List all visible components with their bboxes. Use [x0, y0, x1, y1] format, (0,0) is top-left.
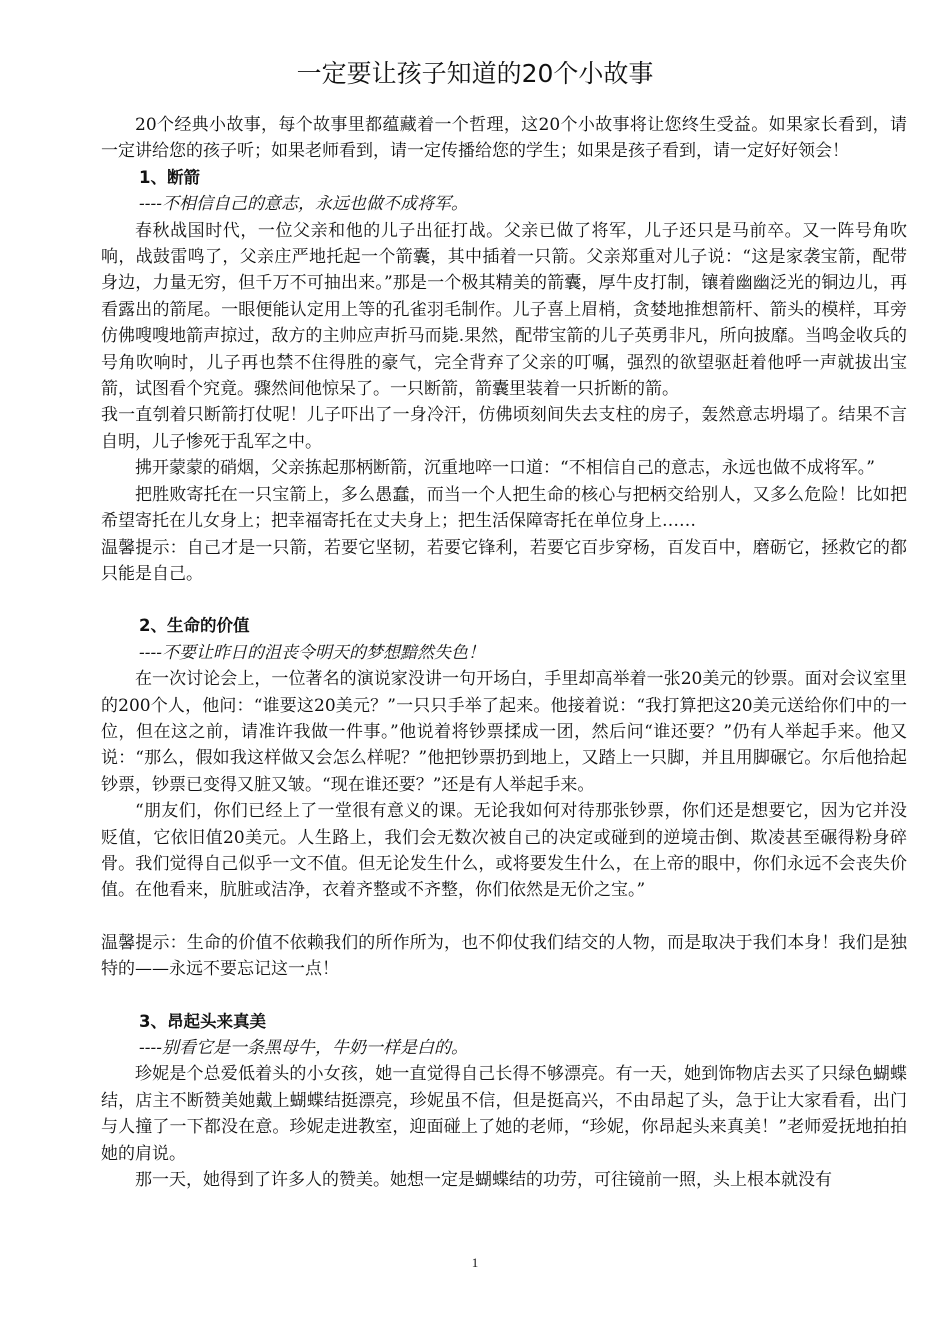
spacer: [101, 983, 907, 1009]
story-1-paragraph-1: 春秋战国时代，一位父亲和他的儿子出征打战。父亲已做了将军，儿子还只是马前卒。又一阵号角吹响，战鼓雷鸣了，父亲庄严地托起一个箭囊，其中插着一只箭。父亲郑重对儿子说：“这是家袭宝箭，配带身边，力量无穷，但千万不可抽出来。”那是一个极其精美的箭囊，厚牛皮打制，镶着幽幽泛光的铜边儿，再看露出的箭尾。一眼便能认定用上等的孔雀羽毛制作。儿子喜上眉梢，贪婪地推想箭杆、箭头的模样，耳旁仿佛嗖嗖地箭声掠过，敌方的主帅应声折马而毙.果然，配带宝箭的儿子英勇非凡，所向披靡。当鸣金收兵的号角吹响时，儿子再也禁不住得胜的豪气，完全背弃了父亲的叮嘱，强烈的欲望驱赶着他呼一声就拔出宝箭，试图看个究竟。骤然间他惊呆了。一只断箭，箭囊里装着一只折断的箭。: [101, 220, 907, 400]
story-2-motto: ----不要让昨日的沮丧令明天的梦想黯然失色！: [139, 642, 485, 663]
page-number: 1: [471, 1255, 479, 1270]
spacer: [101, 904, 907, 930]
story-1-paragraph-2: 我一直刳着只断箭打仗呢！儿子吓出了一身冷汗，仿佛顷刻间失去支柱的房子，轰然意志坍塌了。结果不言自明，儿子惨死于乱军之中。: [101, 405, 907, 452]
document-body: [101, 112, 907, 1193]
story-1-motto: ----不相信自己的意志，永远也做不成将军。: [139, 194, 468, 215]
document-title: 一定要让孩子知道的20个小故事: [296, 59, 654, 88]
story-2-paragraph-2: “朋友们，你们已经上了一堂很有意义的课。无论我如何对待那张钞票，你们还是想要它，因为它并没贬值，它依旧值20美元。人生路上，我们会无数次被自己的决定或碰到的逆境击倒、欺凌甚至碾得粉身碎骨。我们觉得自己似乎一文不值。但无论发生什么，或将要发生什么，在上帝的眼中，你们永远不会丧失价值。在他看来，肮脏或洁净，衣着齐整或不齐整，你们依然是无价之宝。”: [101, 801, 907, 901]
story-1-paragraph-3: 拂开蒙蒙的硝烟，父亲拣起那柄断箭，沉重地啐一口道：“不相信自己的意志，永远也做不成将军。”: [135, 458, 875, 479]
story-2-tip: 温馨提示：生命的价值不依赖我们的所作所为，也不仰仗我们结交的人物，而是取决于我们本身！我们是独特的——永远不要忘记这一点！: [101, 932, 907, 980]
story-1-heading: 1、断箭: [139, 167, 200, 187]
story-1-paragraph-4: 把胜败寄托在一只宝箭上，多么愚蠢，而当一个人把生命的核心与把柄交给别人，又多么危险！比如把希望寄托在儿女身上；把幸福寄托在丈夫身上；把生活保障寄托在单位身上……: [101, 484, 907, 532]
story-2-paragraph-1: 在一次讨论会上，一位著名的演说家没讲一句开场白，手里却高举着一张20美元的钞票。面对会议室里的200个人，他问：“谁要这20美元？”一只只手举了起来。他接着说：“我打算把这20美元送给你们中的一位，但在这之前，请准许我做一件事。”他说着将钞票揉成一团，然后问“谁还要？”仍有人举起手来。他又说：“那么，假如我这样做又会怎么样呢？”他把钞票扔到地上，又踏上一只脚，并且用脚碾它。尔后他拾起钞票，钞票已变得又脏又皱。“现在谁还要？”还是有人举起手来。: [101, 669, 907, 795]
story-3-motto: ----别看它是一条黑母牛，牛奶一样是白的。: [139, 1038, 468, 1058]
spacer: [101, 587, 907, 613]
intro-paragraph: 20个经典小故事，每个故事里都蕴藏着一个哲理，这20个小故事将让您终生受益。如果家长看到，请一定讲给您的孩子听；如果老师看到，请一定传播给您的学生；如果是孩子看到，请一定好好领会！: [101, 115, 907, 162]
story-3-paragraph-2: 那一天，她得到了许多人的赞美。她想一定是蝴蝶结的功劳，可往镜前一照，头上根本就没有: [135, 1170, 832, 1191]
story-2-heading: 2、生命的价值: [139, 616, 250, 636]
story-1-tip: 温馨提示：自己才是一只箭，若要它坚韧，若要它锋利，若要它百步穿杨，百发百中，磨砺它，拯救它的都只能是自己。: [101, 537, 907, 584]
story-3-paragraph-1: 珍妮是个总爱低着头的小女孩，她一直觉得自己长得不够漂亮。有一天，她到饰物店去买了只绿色蝴蝶结，店主不断赞美她戴上蝴蝶结挺漂亮，珍妮虽不信，但是挺高兴，不由昂起了头，急于让大家看看，出门与人撞了一下都没在意。珍妮走进教室，迎面碰上了她的老师，“珍妮，你昂起头来真美！”老师爱抚地拍拍她的肩说。: [101, 1064, 907, 1164]
story-3-heading: 3、昂起头来真美: [139, 1011, 266, 1031]
